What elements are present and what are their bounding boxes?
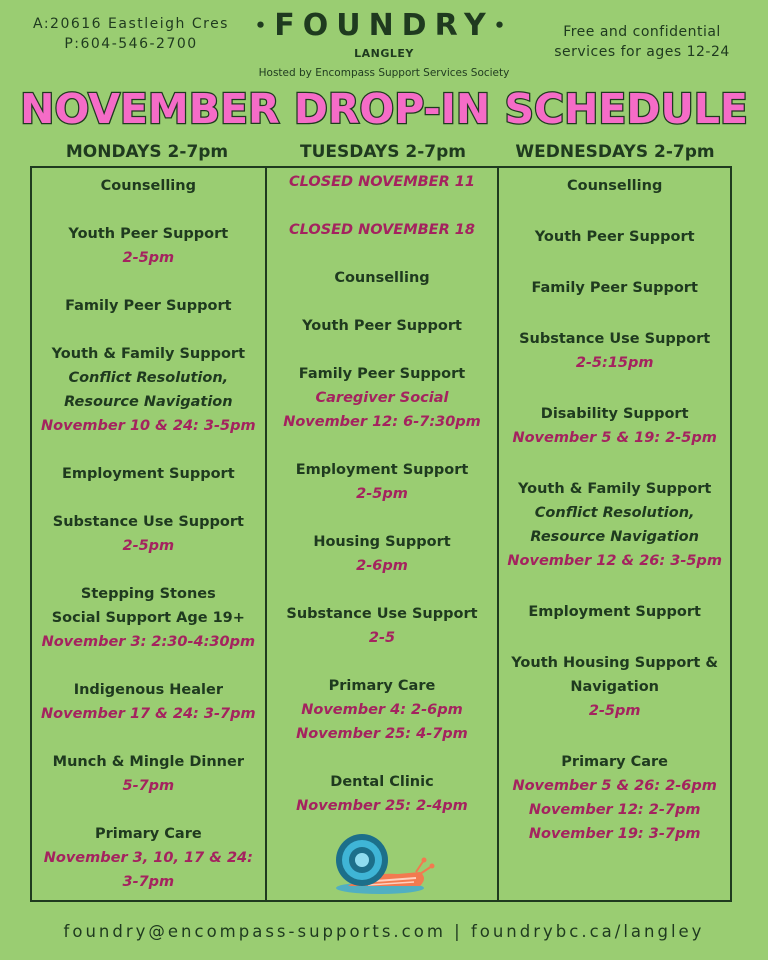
schedule-entry: [499, 750, 730, 846]
service-time: November 3, 10, 17 & 24:: [43, 850, 253, 866]
service-time: 2-6pm: [356, 558, 408, 574]
service-time: 2-5pm: [356, 486, 408, 502]
service-time: November 12: 6-7:30pm: [283, 414, 481, 430]
schedule-entry: [499, 651, 730, 723]
schedule-entry: [267, 266, 498, 290]
logo-dot-icon: •: [254, 15, 275, 37]
schedule-entry: [499, 174, 730, 198]
schedule-entry: [267, 458, 498, 506]
schedule-entry: [32, 822, 265, 894]
schedule-entry: [32, 222, 265, 270]
service-note: Conflict Resolution,: [534, 505, 695, 521]
service-title: Substance Use Support: [286, 606, 478, 622]
service-title: Employment Support: [528, 604, 701, 620]
tagline: [542, 22, 742, 62]
service-note: Resource Navigation: [530, 529, 699, 545]
service-time: 2-5pm: [122, 538, 175, 554]
service-title: Primary Care: [94, 826, 202, 842]
monday-column: [32, 168, 265, 900]
closure-text: CLOSED NOVEMBER 11: [289, 174, 475, 190]
foundry-logo: [234, 8, 534, 60]
schedule-entry: [267, 362, 498, 434]
schedule-entry: [499, 327, 730, 375]
service-title-line-2: Navigation: [570, 679, 660, 695]
tagline-line-1: Free and confidential: [563, 24, 721, 40]
phone: P:604-546-2700: [64, 36, 198, 52]
service-title: Primary Care: [328, 678, 436, 694]
service-title: Stepping Stones: [80, 586, 216, 602]
schedule-entry: [267, 530, 498, 578]
service-title: Indigenous Healer: [73, 682, 223, 698]
address: A:20616 Eastleigh Cres: [33, 16, 229, 32]
service-title: Housing Support: [313, 534, 451, 550]
service-time: November 17 & 24: 3-7pm: [41, 706, 256, 722]
service-title: Counselling: [100, 178, 196, 194]
service-title: Employment Support: [62, 466, 235, 482]
service-note: Resource Navigation: [64, 394, 233, 410]
schedule-entry: [32, 462, 265, 486]
closure-text: CLOSED NOVEMBER 18: [289, 222, 475, 238]
schedule-entry: [267, 602, 498, 650]
service-time: November 5 & 19: 2-5pm: [512, 430, 717, 446]
footer-contact: foundry@encompass-supports.com | foundrybc.ca/langley: [63, 922, 705, 941]
service-time: November 12 & 26: 3-5pm: [507, 553, 722, 569]
page-title: NOVEMBER DROP-IN SCHEDULE: [20, 85, 748, 133]
service-time: November 10 & 24: 3-5pm: [41, 418, 256, 434]
schedule-table: [30, 166, 732, 902]
service-note: Conflict Resolution,: [68, 370, 229, 386]
service-time: November 3: 2:30-4:30pm: [41, 634, 256, 650]
wednesday-column: [497, 168, 730, 900]
service-title: Primary Care: [561, 754, 669, 770]
service-time: 2-5:15pm: [575, 355, 654, 371]
closure-notice: [267, 218, 498, 242]
service-title: Youth Peer Support: [534, 229, 695, 245]
service-time: 2-5pm: [588, 703, 641, 719]
schedule-entry: [32, 510, 265, 558]
service-title: Counselling: [334, 270, 430, 286]
schedule-entry: [499, 600, 730, 624]
wednesday-heading: WEDNESDAYS 2-7pm: [515, 142, 715, 162]
service-time: 5-7pm: [122, 778, 175, 794]
service-title: Family Peer Support: [298, 366, 466, 382]
schedule-entry: [32, 294, 265, 318]
service-time: November 5 & 26: 2-6pm: [512, 778, 717, 794]
service-time: 2-5pm: [122, 250, 175, 266]
schedule-entry: [267, 674, 498, 746]
service-time: 2-5: [368, 630, 396, 646]
tagline-line-2: services for ages 12-24: [554, 44, 730, 60]
service-title: Employment Support: [295, 462, 469, 478]
service-title-line-2: Social Support Age 19+: [51, 610, 245, 626]
service-title: Youth & Family Support: [517, 481, 712, 497]
service-title: Family Peer Support: [65, 298, 232, 314]
service-title: Dental Clinic: [330, 774, 434, 790]
logo-wordmark: •FOUNDRY•: [254, 8, 514, 43]
service-time: November 25: 2-4pm: [296, 798, 468, 814]
monday-heading: MONDAYS 2-7pm: [65, 142, 229, 162]
schedule-entry: [499, 225, 730, 249]
service-title: Youth Housing Support &: [511, 655, 719, 671]
tuesday-column: [265, 168, 498, 900]
schedule-entry: [499, 276, 730, 300]
service-time: 3-7pm: [122, 874, 175, 890]
service-time: November 4: 2-6pm: [301, 702, 463, 718]
service-title: Disability Support: [540, 406, 689, 422]
closure-notice: [267, 170, 498, 194]
contact-block: [26, 14, 236, 54]
service-time: November 19: 3-7pm: [528, 826, 701, 842]
service-title: Youth Peer Support: [68, 226, 229, 242]
schedule-entry: [267, 314, 498, 338]
schedule-entry: [32, 174, 265, 198]
logo-dot-icon: •: [493, 15, 514, 37]
service-title: Substance Use Support: [52, 514, 244, 530]
service-title: Youth & Family Support: [51, 346, 246, 362]
schedule-entry: [32, 342, 265, 438]
schedule-entry: [32, 750, 265, 798]
service-time: November 25: 4-7pm: [296, 726, 468, 742]
service-title: Substance Use Support: [519, 331, 711, 347]
schedule-entry: [32, 678, 265, 726]
service-note: Caregiver Social: [315, 390, 449, 406]
service-title: Youth Peer Support: [302, 318, 462, 334]
schedule-entry: [499, 477, 730, 573]
schedule-entry: [499, 402, 730, 450]
hosted-by: Hosted by Encompass Support Services Society: [258, 67, 510, 79]
logo-location: LANGLEY: [354, 46, 414, 60]
tuesday-heading: TUESDAYS 2-7pm: [300, 142, 466, 162]
service-time: November 12: 2-7pm: [528, 802, 701, 818]
service-title: Family Peer Support: [531, 280, 698, 296]
snail-icon: [328, 828, 438, 898]
schedule-entry: [267, 770, 498, 818]
service-title: Counselling: [567, 178, 663, 194]
schedule-entry: [32, 582, 265, 654]
service-title: Munch & Mingle Dinner: [52, 754, 244, 770]
